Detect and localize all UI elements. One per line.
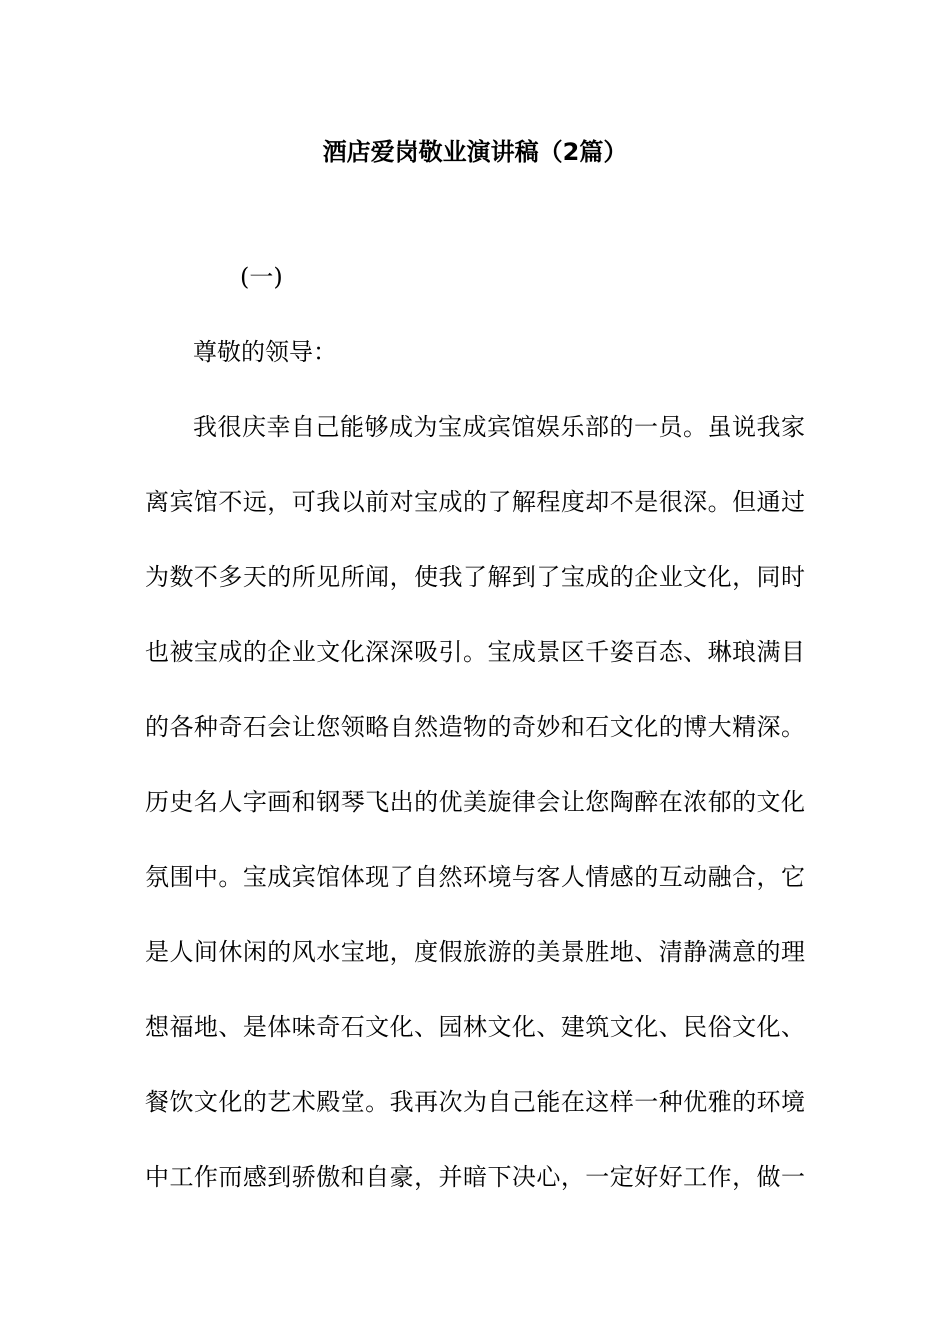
paragraph-line: 想福地、是体味奇石文化、园林文化、建筑文化、民俗文化、 <box>145 1013 805 1041</box>
paragraph-line: 氛围中。宝成宾馆体现了自然环境与客人情感的互动融合，它 <box>145 863 805 891</box>
paragraph-line: 中工作而感到骄傲和自豪，并暗下决心，一定好好工作，做一 <box>145 1163 805 1191</box>
paragraph-line: 我很庆幸自己能够成为宝成宾馆娱乐部的一员。虽说我家 <box>193 413 805 441</box>
paragraph-line: 也被宝成的企业文化深深吸引。宝成景区千姿百态、琳琅满目 <box>145 638 805 666</box>
paragraph-line: 离宾馆不远，可我以前对宝成的了解程度却不是很深。但通过 <box>145 488 805 516</box>
paragraph-line: 餐饮文化的艺术殿堂。我再次为自己能在这样一种优雅的环境 <box>145 1088 805 1116</box>
paragraph-line: 为数不多天的所见所闻，使我了解到了宝成的企业文化，同时 <box>145 563 805 591</box>
section-marker: (一) <box>240 263 283 291</box>
paragraph-line: 的各种奇石会让您领略自然造物的奇妙和石文化的博大精深。 <box>145 713 805 741</box>
paragraph-line: 历史名人字画和钢琴飞出的优美旋律会让您陶醉在浓郁的文化 <box>145 788 805 816</box>
document-title: 酒店爱岗敬业演讲稿（2篇） <box>322 138 628 166</box>
paragraph-line: 是人间休闲的风水宝地，度假旅游的美景胜地、清静满意的理 <box>145 938 805 966</box>
greeting-line: 尊敬的领导： <box>193 338 337 366</box>
